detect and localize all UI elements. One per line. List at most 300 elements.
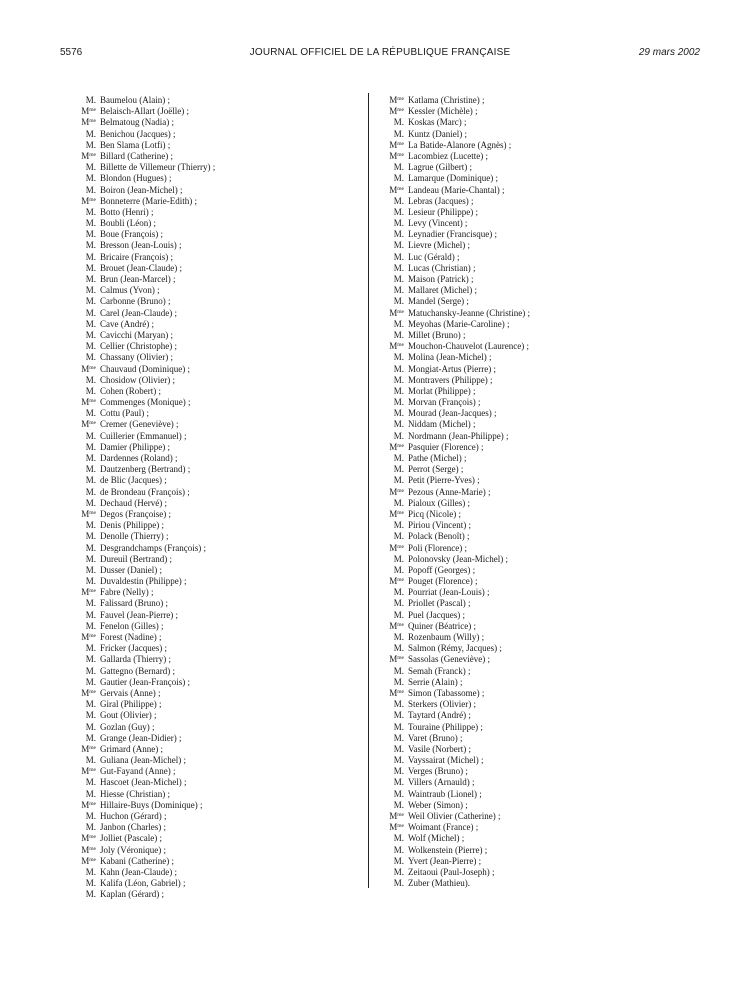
title-abbrev: $M^{me}$ [389, 307, 404, 318]
title-abbrev: M. [393, 430, 404, 441]
person-name: Woimant (France) ; [408, 822, 479, 833]
list-item [76, 833, 346, 844]
title-abbrev: M. [85, 139, 96, 150]
person-name: Gattegno (Bernard) ; [100, 665, 175, 676]
title-abbrev: $M^{me}$ [81, 508, 96, 519]
list-item [384, 688, 684, 699]
title-abbrev: M. [393, 710, 404, 721]
list-item [384, 397, 684, 408]
person-name: Vayssairat (Michel) ; [408, 755, 484, 766]
list-item [384, 117, 684, 128]
list-item [384, 352, 684, 363]
list-item [384, 173, 684, 184]
list-item [384, 218, 684, 229]
list-item [76, 867, 346, 878]
title-abbrev: $M^{me}$ [81, 397, 96, 408]
list-item [76, 308, 346, 319]
list-item [384, 621, 684, 632]
title-abbrev: M. [393, 665, 404, 676]
person-name: Katlama (Christine) ; [408, 95, 485, 105]
person-name: Lamarque (Dominique) ; [408, 173, 498, 184]
title-abbrev: M. [85, 676, 96, 687]
list-item [76, 319, 346, 330]
person-name: Gout (Olivier) ; [100, 710, 157, 721]
list-item [384, 587, 684, 598]
title-abbrev: M. [393, 397, 404, 408]
title-abbrev: M. [85, 576, 96, 587]
title-abbrev: M. [85, 822, 96, 833]
person-name: Morlat (Philippe) ; [408, 385, 476, 396]
title-abbrev: M. [393, 699, 404, 710]
list-item [76, 822, 346, 833]
list-item [384, 185, 684, 196]
title-abbrev: $M^{me}$ [389, 139, 404, 150]
person-name: Maison (Patrick) ; [408, 274, 474, 284]
title-abbrev: M. [393, 475, 404, 486]
title-abbrev: $M^{me}$ [81, 419, 96, 430]
list-item [76, 475, 346, 486]
person-name: Landeau (Marie-Chantal) ; [408, 184, 505, 195]
title-abbrev: M. [393, 464, 404, 475]
person-name: Guliana (Jean-Michel) ; [100, 755, 186, 766]
person-name: Quiner (Béatrice) ; [408, 620, 476, 631]
person-name: Belmatoug (Nadia) ; [100, 117, 174, 128]
person-name: Carel (Jean-Claude) ; [100, 307, 177, 318]
list-item [76, 274, 346, 285]
title-abbrev: $M^{me}$ [81, 766, 96, 777]
title-abbrev: M. [85, 889, 96, 900]
person-name: Denolle (Thierry) ; [100, 531, 169, 542]
list-item [76, 554, 346, 565]
person-name: Sassolas (Geneviève) ; [408, 654, 490, 665]
list-item [76, 185, 346, 196]
list-item [76, 789, 346, 800]
list-item [384, 777, 684, 788]
person-name: Villers (Arnauld) ; [408, 777, 475, 788]
list-item [76, 341, 346, 352]
person-name: Kabani (Catherine) ; [100, 855, 174, 866]
list-item [76, 543, 346, 554]
list-item [384, 453, 684, 464]
title-abbrev: M. [393, 632, 404, 642]
person-name: Millet (Bruno) ; [408, 329, 466, 340]
list-item [384, 263, 684, 274]
title-abbrev: M. [85, 229, 96, 240]
person-name: Sterkers (Olivier) ; [408, 699, 476, 710]
list-item [76, 117, 346, 128]
list-item [76, 464, 346, 475]
person-name: Degos (Françoise) ; [100, 508, 171, 519]
title-abbrev: M. [393, 855, 404, 866]
person-name: Fauvel (Jean-Pierre) ; [100, 609, 178, 620]
list-item [76, 509, 346, 520]
title-abbrev: M. [85, 251, 96, 262]
list-item [76, 878, 346, 889]
list-item [76, 487, 346, 498]
list-item [76, 397, 346, 408]
title-abbrev: $M^{me}$ [389, 620, 404, 631]
person-name: Bricaire (François) ; [100, 251, 173, 262]
list-item [76, 151, 346, 162]
person-name: Poli (Florence) ; [408, 542, 467, 553]
title-abbrev: M. [85, 430, 96, 441]
person-name: Kaplan (Gérard) ; [100, 889, 164, 900]
list-item [384, 464, 684, 475]
person-name: Kessler (Michèle) ; [408, 106, 478, 117]
title-abbrev: M. [393, 609, 404, 620]
list-item [384, 308, 684, 319]
title-abbrev: M. [393, 296, 404, 307]
person-name: Hiesse (Christian) ; [100, 788, 170, 799]
person-name: Koskas (Marc) ; [408, 117, 467, 128]
title-abbrev: M. [85, 542, 96, 553]
person-name: Grimard (Anne) ; [100, 743, 163, 754]
person-name: Botto (Henri) ; [100, 206, 154, 217]
person-name: Billard (Catherine) ; [100, 150, 173, 161]
title-abbrev: M. [393, 766, 404, 777]
list-item [76, 587, 346, 598]
title-abbrev: M. [393, 374, 404, 385]
list-item [384, 878, 684, 889]
list-item [384, 677, 684, 688]
right-name-list [384, 95, 684, 889]
title-abbrev: $M^{me}$ [81, 363, 96, 374]
list-item [384, 565, 684, 576]
title-abbrev: M. [85, 777, 96, 788]
person-name: Brun (Jean-Marcel) ; [100, 274, 176, 284]
person-name: Fricker (Jacques) ; [100, 643, 167, 654]
person-name: Calmus (Yvon) ; [100, 285, 160, 296]
title-abbrev: M. [393, 251, 404, 262]
person-name: Bresson (Jean-Louis) ; [100, 240, 182, 251]
list-item [384, 475, 684, 486]
title-abbrev: M. [85, 475, 96, 486]
person-name: Pouget (Florence) ; [408, 576, 478, 587]
title-abbrev: M. [393, 833, 404, 844]
title-abbrev: M. [393, 743, 404, 754]
person-name: Pialoux (Gilles) ; [408, 497, 470, 508]
title-abbrev: M. [85, 374, 96, 385]
list-item [384, 285, 684, 296]
list-item [384, 610, 684, 621]
list-item [384, 755, 684, 766]
left-name-list [76, 95, 346, 901]
list-item [76, 240, 346, 251]
title-abbrev: M. [393, 553, 404, 564]
person-name: Levy (Vincent) ; [408, 218, 468, 229]
person-name: Baumelou (Alain) ; [100, 95, 170, 105]
title-abbrev: $M^{me}$ [389, 184, 404, 195]
person-name: Grange (Jean-Didier) ; [100, 732, 182, 743]
person-name: Boiron (Jean-Michel) ; [100, 184, 183, 195]
title-abbrev: M. [85, 497, 96, 508]
list-item [384, 341, 684, 352]
person-name: Wolkenstein (Pierre) ; [408, 844, 488, 855]
list-item [76, 364, 346, 375]
list-item [384, 722, 684, 733]
person-name: Mouchon-Chauvelot (Laurence) ; [408, 341, 529, 352]
title-abbrev: M. [85, 811, 96, 821]
title-abbrev: M. [85, 755, 96, 766]
list-item [384, 375, 684, 386]
list-item [384, 643, 684, 654]
person-name: Dusser (Daniel) ; [100, 564, 162, 575]
list-item [76, 677, 346, 688]
title-abbrev: M. [393, 799, 404, 810]
title-abbrev: $M^{me}$ [389, 687, 404, 698]
title-abbrev: M. [85, 643, 96, 654]
list-item [384, 229, 684, 240]
title-abbrev: $M^{me}$ [389, 150, 404, 161]
list-item [384, 822, 684, 833]
title-abbrev: M. [393, 274, 404, 284]
person-name: Huchon (Gérard) ; [100, 811, 167, 821]
title-abbrev: M. [393, 363, 404, 374]
list-item [384, 162, 684, 173]
list-item [384, 431, 684, 442]
title-abbrev: M. [85, 620, 96, 631]
person-name: de Brondeau (François) ; [100, 486, 190, 497]
title-abbrev: M. [393, 173, 404, 184]
title-abbrev: M. [393, 755, 404, 766]
list-item [384, 520, 684, 531]
title-abbrev: M. [393, 218, 404, 229]
title-abbrev: M. [85, 206, 96, 217]
title-abbrev: M. [85, 710, 96, 721]
person-name: Hillaire-Buys (Dominique) ; [100, 799, 203, 810]
person-name: Fabre (Nelly) ; [100, 587, 154, 598]
list-item [384, 509, 684, 520]
person-name: Mandel (Serge) ; [408, 296, 469, 307]
list-item [384, 789, 684, 800]
title-abbrev: M. [393, 564, 404, 575]
title-abbrev: M. [85, 329, 96, 340]
title-abbrev: $M^{me}$ [389, 486, 404, 497]
title-abbrev: M. [85, 184, 96, 195]
list-item [76, 733, 346, 744]
title-abbrev: M. [85, 598, 96, 609]
list-item [76, 263, 346, 274]
list-item [384, 666, 684, 677]
person-name: Cottu (Paul) ; [100, 408, 149, 419]
list-item [76, 610, 346, 621]
list-item [384, 274, 684, 285]
title-abbrev: M. [85, 307, 96, 318]
person-name: Zuber (Mathieu). [408, 878, 470, 889]
list-item [76, 106, 346, 117]
list-item [76, 442, 346, 453]
list-item [384, 319, 684, 330]
person-name: Dautzenberg (Bertrand) ; [100, 464, 191, 475]
person-name: Boubli (Léon) ; [100, 218, 156, 229]
person-name: Boue (François) ; [100, 229, 163, 240]
title-abbrev: $M^{me}$ [81, 743, 96, 754]
title-abbrev: M. [393, 732, 404, 743]
person-name: Salmon (Rémy, Jacques) ; [408, 643, 502, 654]
list-item [384, 744, 684, 755]
person-name: Hascoet (Jean-Michel) ; [100, 777, 187, 788]
title-abbrev: $M^{me}$ [389, 106, 404, 117]
title-abbrev: M. [85, 262, 96, 273]
person-name: Cave (André) ; [100, 318, 154, 329]
list-item [76, 431, 346, 442]
list-item [76, 766, 346, 777]
person-name: Giral (Philippe) ; [100, 699, 162, 710]
person-name: Dureuil (Bertrand) ; [100, 553, 172, 564]
person-name: Cellier (Christophe) ; [100, 341, 177, 352]
list-item [384, 845, 684, 856]
person-name: Vasile (Norbert) ; [408, 743, 471, 754]
list-item [384, 576, 684, 587]
title-abbrev: M. [85, 699, 96, 710]
title-abbrev: M. [393, 866, 404, 877]
list-item [384, 140, 684, 151]
title-abbrev: M. [393, 385, 404, 396]
title-abbrev: M. [393, 453, 404, 463]
person-name: Niddam (Michel) ; [408, 419, 476, 430]
list-item [76, 330, 346, 341]
list-item [384, 699, 684, 710]
list-item [76, 129, 346, 140]
title-abbrev: $M^{me}$ [81, 106, 96, 117]
person-name: Chosidow (Olivier) ; [100, 374, 175, 385]
title-abbrev: $M^{me}$ [81, 150, 96, 161]
list-item [384, 151, 684, 162]
list-item [384, 106, 684, 117]
title-abbrev: $M^{me}$ [389, 95, 404, 105]
title-abbrev: M. [393, 162, 404, 173]
person-name: Duvaldestin (Philippe) ; [100, 576, 187, 587]
list-item [76, 386, 346, 397]
title-abbrev: M. [85, 408, 96, 419]
person-name: Pathe (Michel) ; [408, 453, 467, 463]
person-name: Belaisch-Allart (Joëlle) ; [100, 106, 189, 117]
person-name: Damier (Philippe) ; [100, 441, 170, 452]
title-abbrev: M. [85, 553, 96, 564]
person-name: Lacombiez (Lucette) ; [408, 150, 488, 161]
person-name: Chassany (Olivier) ; [100, 352, 173, 363]
person-name: Denis (Philippe) ; [100, 520, 164, 531]
list-item [384, 240, 684, 251]
title-abbrev: $M^{me}$ [389, 822, 404, 833]
person-name: Puel (Jacques) ; [408, 609, 465, 620]
list-item [76, 710, 346, 721]
title-abbrev: M. [85, 464, 96, 475]
title-abbrev: M. [85, 665, 96, 676]
title-abbrev: $M^{me}$ [389, 576, 404, 587]
title-abbrev: M. [393, 878, 404, 889]
list-item [76, 755, 346, 766]
list-item [76, 531, 346, 542]
person-name: Luc (Gérald) ; [408, 251, 460, 262]
person-name: Matuchansky-Jeanne (Christine) ; [408, 307, 530, 318]
list-item [384, 252, 684, 263]
person-name: Gut-Fayand (Anne) ; [100, 766, 176, 777]
title-abbrev: $M^{me}$ [81, 799, 96, 810]
person-name: Zeitaoui (Paul-Joseph) ; [408, 866, 495, 877]
title-abbrev: M. [85, 609, 96, 620]
title-abbrev: $M^{me}$ [389, 341, 404, 352]
person-name: Pourriat (Jean-Louis) ; [408, 587, 490, 598]
person-name: Desgrandchamps (François) ; [100, 542, 206, 553]
title-abbrev: M. [85, 788, 96, 799]
person-name: Brouet (Jean-Claude) ; [100, 262, 182, 273]
person-name: Gozlan (Guy) ; [100, 721, 155, 732]
title-abbrev: $M^{me}$ [81, 833, 96, 844]
person-name: Serrie (Alain) ; [408, 676, 463, 687]
person-name: Janbon (Charles) ; [100, 822, 166, 833]
person-name: Weber (Simon) ; [408, 799, 468, 810]
title-abbrev: $M^{me}$ [81, 195, 96, 206]
person-name: Lucas (Christian) ; [408, 262, 476, 273]
person-name: Jolliet (Pascale) ; [100, 833, 162, 844]
list-item [76, 688, 346, 699]
list-item [384, 364, 684, 375]
journal-title: JOURNAL OFFICIEL DE LA RÉPUBLIQUE FRANÇAISE [249, 47, 511, 58]
title-abbrev: $M^{me}$ [389, 654, 404, 665]
person-name: Pasquier (Florence) ; [408, 441, 484, 452]
person-name: Gallarda (Thierry) ; [100, 654, 171, 665]
title-abbrev: M. [85, 385, 96, 396]
list-item [384, 733, 684, 744]
list-item [76, 140, 346, 151]
list-item [76, 889, 346, 900]
column-divider [368, 93, 369, 888]
title-abbrev: M. [393, 497, 404, 508]
title-abbrev: $M^{me}$ [81, 844, 96, 855]
list-item [384, 632, 684, 643]
list-item [384, 196, 684, 207]
list-item [76, 565, 346, 576]
person-name: Commenges (Monique) ; [100, 397, 191, 408]
list-item [76, 576, 346, 587]
person-name: Polack (Benoît) ; [408, 531, 470, 542]
list-item [76, 207, 346, 218]
title-abbrev: M. [393, 285, 404, 296]
title-abbrev: M. [393, 128, 404, 139]
title-abbrev: M. [393, 408, 404, 419]
person-name: Wolf (Michel) ; [408, 833, 465, 844]
list-item [384, 129, 684, 140]
title-abbrev: M. [393, 788, 404, 799]
person-name: Joly (Véronique) ; [100, 844, 166, 855]
person-name: Forest (Nadine) ; [100, 632, 162, 642]
title-abbrev: M. [85, 285, 96, 296]
page-header [60, 46, 700, 60]
list-item [76, 162, 346, 173]
title-abbrev: M. [393, 229, 404, 240]
person-name: Mourad (Jean-Jacques) ; [408, 408, 497, 419]
list-item [76, 744, 346, 755]
person-name: Nordmann (Jean-Philippe) ; [408, 430, 509, 441]
title-abbrev: M. [393, 262, 404, 273]
title-abbrev: M. [393, 240, 404, 251]
title-abbrev: M. [85, 520, 96, 531]
title-abbrev: M. [393, 643, 404, 654]
title-abbrev: M. [85, 453, 96, 463]
person-name: Polonovsky (Jean-Michel) ; [408, 553, 508, 564]
person-name: Rozenbaum (Willy) ; [408, 632, 485, 642]
list-item [76, 296, 346, 307]
list-item [76, 666, 346, 677]
list-item [76, 632, 346, 643]
person-name: Semah (Franck) ; [408, 665, 471, 676]
person-name: La Batide-Alanore (Agnès) ; [408, 139, 512, 150]
person-name: Montravers (Philippe) ; [408, 374, 493, 385]
title-abbrev: M. [85, 866, 96, 877]
list-item [76, 811, 346, 822]
list-item [76, 643, 346, 654]
